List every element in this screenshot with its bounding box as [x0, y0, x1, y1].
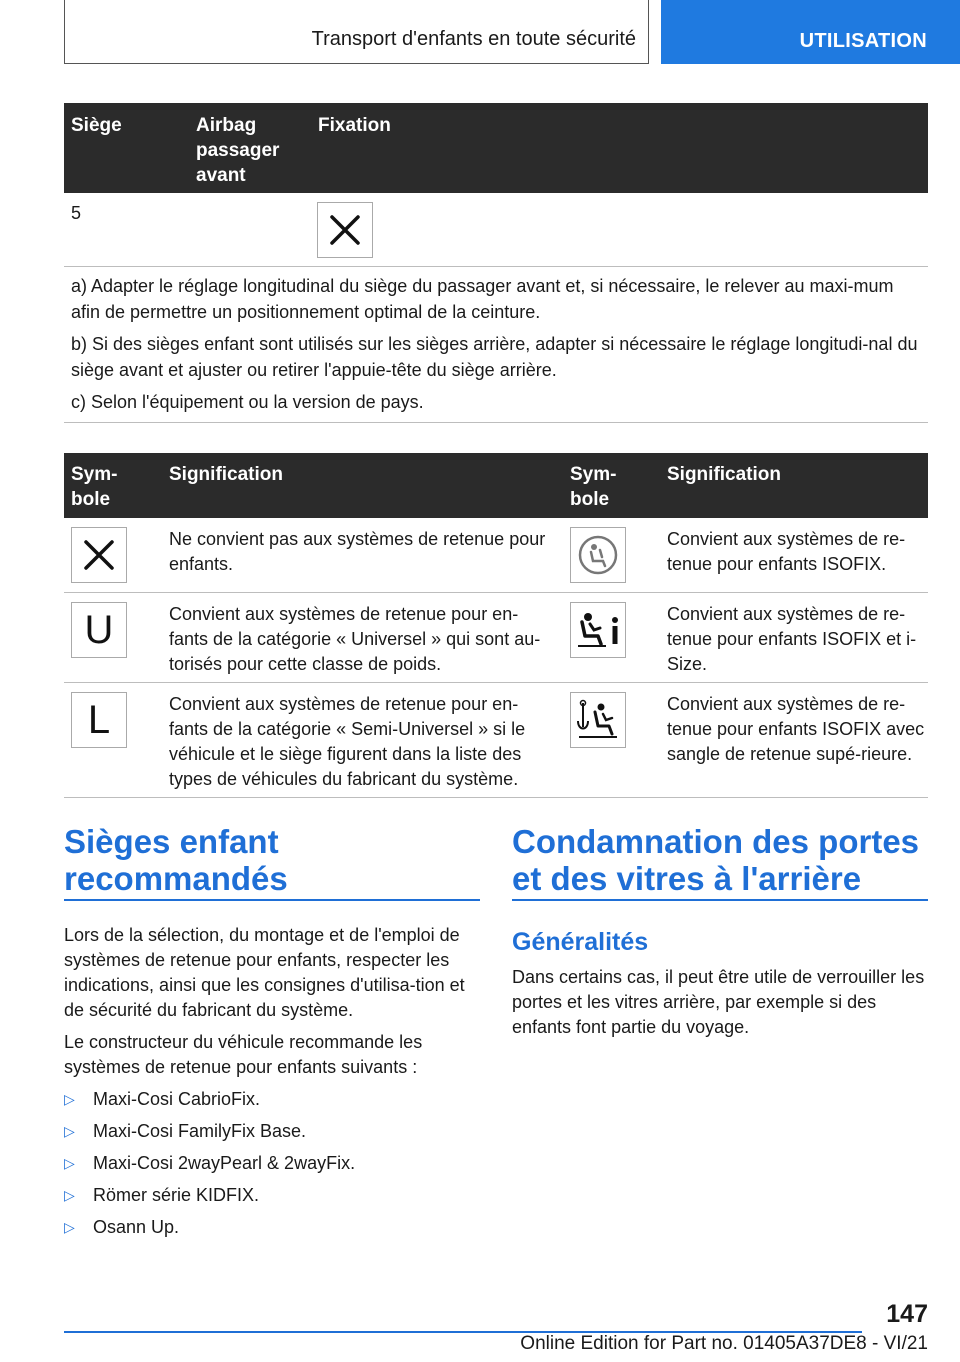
footer-edition: Online Edition for Part no. 01405A37DE8 - VI/21: [520, 1333, 928, 1354]
symbol-table-header: [64, 453, 928, 518]
meaning-text: Convient aux systèmes de re-tenue pour enfants ISOFIX avec sangle de retenue supé-rieure.: [667, 694, 925, 764]
col-header-symbol-1: Sym-bole: [71, 464, 118, 510]
col-header-symbol-2: Sym-bole: [570, 464, 617, 510]
footnote-c: c) Selon l'équipement ou la version de pays.: [71, 392, 424, 412]
meaning-text: Convient aux systèmes de retenue pour en-fants de la catégorie « Semi-Universel » si le véhicule et le siège figurent dans la liste des types de véhicules du fabricant du système.: [169, 694, 526, 789]
footnote-a: a) Adapter le réglage longitudinal du siège du passager avant et, si nécessaire, le relever au maxi-mum afin de permettre un positionnement optimal de la ceinture.: [71, 276, 894, 322]
section-rule: [512, 899, 928, 901]
seat-table-header: [64, 103, 928, 193]
header-title-box: [64, 0, 649, 64]
col-header-fixation: Fixation: [318, 115, 391, 136]
paragraph: Lors de la sélection, du montage et de l'emploi de systèmes de retenue pour enfants, respecter les indications, ainsi que les consignes d'utilisa-tion et de sécurité du fabricant du système.: [64, 925, 465, 1020]
isofix-isize-icon: [570, 602, 626, 658]
page-number: 147: [886, 1300, 928, 1328]
rear-lock-body: [512, 965, 928, 1047]
header-section-label: UTILISATION: [799, 30, 927, 52]
triangle-bullet-icon: ▷: [64, 1187, 75, 1203]
meaning-text: Convient aux systèmes de retenue pour en-fants de la catégorie « Universel » qui sont au-torisés pour cette classe de poids.: [169, 604, 541, 674]
cross-icon: [71, 527, 127, 583]
list-item: ▷ Maxi-Cosi CabrioFix.: [64, 1087, 480, 1112]
paragraph: Le constructeur du véhicule recommande les systèmes de retenue pour enfants suivants :: [64, 1032, 423, 1077]
section-rule: [64, 899, 480, 901]
table-footnotes: [64, 267, 928, 423]
meaning-text: Convient aux systèmes de re-tenue pour enfants ISOFIX et i-Size.: [667, 604, 917, 674]
section-title-recommended-seats: Sièges enfant recommandés: [64, 823, 288, 897]
section-title-rear-lock: Condamnation des portes et des vitres à l'arrière: [512, 823, 920, 897]
triangle-bullet-icon: ▷: [64, 1091, 75, 1107]
table-row: [64, 683, 928, 798]
triangle-bullet-icon: ▷: [64, 1123, 75, 1139]
seat-number: 5: [71, 203, 82, 223]
universal-u-icon: U: [71, 602, 127, 658]
triangle-bullet-icon: ▷: [64, 1155, 75, 1171]
meaning-text: Ne convient pas aux systèmes de retenue pour enfants.: [169, 529, 546, 574]
cross-icon: [317, 202, 373, 258]
col-header-seat: Siège: [71, 115, 122, 136]
paragraph: Dans certains cas, il peut être utile de verrouiller les portes et les vitres arrière, par exemple si des enfants font partie du voyage.: [512, 967, 925, 1037]
subsection-title-general: Généralités: [512, 928, 649, 956]
meaning-text: Convient aux systèmes de re-tenue pour enfants ISOFIX.: [667, 529, 906, 574]
col-header-meaning-1: Signification: [169, 464, 283, 485]
list-item: ▷ Maxi-Cosi FamilyFix Base.: [64, 1119, 480, 1144]
isofix-icon: [570, 527, 626, 583]
isofix-tether-icon: [570, 692, 626, 748]
table-row: [64, 193, 928, 267]
table-row: [64, 593, 928, 683]
seat-table: [64, 103, 928, 423]
list-item: ▷ Römer série KIDFIX.: [64, 1183, 480, 1208]
list-item: ▷ Osann Up.: [64, 1215, 480, 1240]
col-header-airbag: Airbag passager avant: [196, 115, 280, 186]
semi-universal-l-icon: L: [71, 692, 127, 748]
table-row: [64, 518, 928, 593]
header-section-box: [661, 0, 960, 64]
list-item: ▷ Maxi-Cosi 2wayPearl & 2wayFix.: [64, 1151, 480, 1176]
recommended-seat-list: [64, 1087, 480, 1240]
footnote-b: b) Si des sièges enfant sont utilisés sur les sièges arrière, adapter si nécessaire le réglage longitudi-nal du siège avant et ajuster ou retirer l'appuie-tête du siège arrière.: [71, 334, 918, 380]
recommended-seats-body: [64, 923, 480, 1247]
triangle-bullet-icon: ▷: [64, 1219, 75, 1235]
header-title: Transport d'enfants en toute sécurité: [311, 28, 636, 50]
symbol-table: [64, 453, 928, 798]
col-header-meaning-2: Signification: [667, 464, 781, 485]
